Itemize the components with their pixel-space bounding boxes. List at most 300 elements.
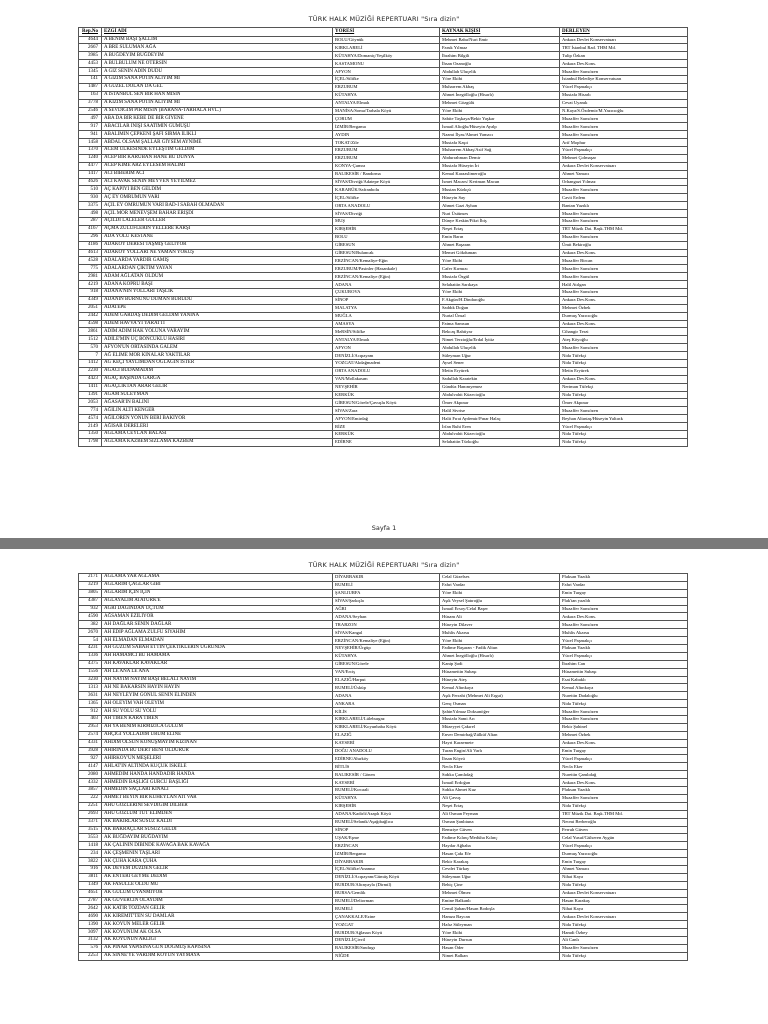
compiler-cell: Nida Tüfekçi [560,431,688,439]
table-row [79,771,688,779]
song-name-cell: ADANA KÖPRÜ BAŞI [102,281,333,289]
rep-no-cell: 3375 [79,202,102,210]
source-cell: Fadime Başaran - Fadik Altun [440,645,560,653]
rep-no-cell: 932 [79,605,102,613]
source-cell: F.Akgün/H.Dindaroğlu [440,296,560,304]
table-row [79,154,688,162]
region-cell: AMASYA [333,320,440,328]
song-name-cell: AĞAÇ BAŞINDA GARGA [102,375,333,383]
compiler-cell: Ankara Devlet Konservatuarı [560,913,688,921]
compiler-cell: Muzaffer Sarısözen [560,708,688,716]
rep-no-cell: 1370 [79,146,102,154]
rep-no-cell: 1391 [79,391,102,399]
region-cell: DENİZLİ/Çivril [333,936,440,944]
song-name-cell: A İSTANBUL SEN BİR HAN MISIN [102,91,333,99]
table-row [79,834,688,842]
song-name-cell: AĞACI BUDAMADIM [102,367,333,375]
rep-no-cell: 54 [79,637,102,645]
region-cell: ERZURUM [333,146,440,154]
compiler-cell: Nihat Kaya [560,905,688,913]
compiler-cell: N.Kaya/S.Özdemir/M.Yazıcıoğlu [560,107,688,115]
source-cell: Faruk Yılmaz [440,44,560,52]
region-cell: BURDUR/Altınyayla (Dirmil) [333,881,440,889]
table-row [79,289,688,297]
compiler-cell: Nida Tüfekçi [560,881,688,889]
region-cell: TRABZON [333,621,440,629]
region-cell: ADANA [333,692,440,700]
song-name-cell: AĞLARIM ÇAĞLAR GİBİ [102,581,333,589]
song-name-cell: AH NAYIM NAYIM BAŞI BELALI NAYIM [102,676,333,684]
rep-no-cell: 576 [79,944,102,952]
song-name-cell: AFYON'UN ORTASINDA GALEM [102,344,333,352]
table-row [79,905,688,913]
rep-no-cell: 1240 [79,154,102,162]
compiler-cell: Emin Turgay [560,858,688,866]
table-row [79,621,688,629]
table-row [79,375,688,383]
compiler-cell: Kemal Altınkaya [560,684,688,692]
rep-no-cell: 3097 [79,929,102,937]
source-cell: Aşık Ferrahi (Mehmet Ali Ergut) [440,692,560,700]
rep-no-cell: 382 [79,621,102,629]
table-row [79,304,688,312]
region-cell: İZMİR/Bergama [333,123,440,131]
rep-no-cell: 1512 [79,336,102,344]
source-cell: Ömer Akpınar [440,399,560,407]
rep-no-cell: 774 [79,407,102,415]
compiler-cell: Nida Tüfekçi [560,802,688,810]
source-cell: Yöre Ekibi [440,637,560,645]
region-cell: ERZİNCAN/Kemaliye (Eğin) [333,637,440,645]
compiler-cell: Nida Tüfekçi [560,352,688,360]
rep-no-cell: 1411 [79,383,102,391]
source-cell: Hüsamettin Subaşı [440,668,560,676]
rep-no-cell: 912 [79,708,102,716]
compiler-cell: Muzaffer Bircan [560,257,688,265]
compiler-cell: Ankara Dev.Kons. [560,60,688,68]
source-cell: İsmail Erdoğan [440,779,560,787]
region-cell: BOLU/Göynük [333,36,440,44]
source-cell: Süleyman Uğur [440,352,560,360]
region-cell: SİVAS/Şarkışla [333,597,440,605]
rep-no-cell: 7 [79,352,102,360]
compiler-cell: Yücel Paşmakçı [560,842,688,850]
rep-no-cell: 4574 [79,415,102,423]
song-name-cell: AÇ KAPIYI BEN GELDİM [102,186,333,194]
region-cell: MUŞ [333,217,440,225]
region-cell: RUMELİ/Deliorman [333,897,440,905]
table-row [79,139,688,147]
table-row [79,794,688,802]
table-row [79,692,688,700]
song-name-cell: ADA YOLU KESTANE [102,233,333,241]
table-row [79,779,688,787]
region-cell: DİYARBAKIR [333,858,440,866]
region-cell: ANTALYA/Elmalı [333,336,440,344]
table-row [79,739,688,747]
region-cell: ADANA/Seyhan [333,613,440,621]
page-title: TÜRK HALK MÜZİĞİ REPERTUARI "Sıra dizin" [308,561,460,569]
source-cell: Ahmet İnegölloğlu (Hisarlı) [440,652,560,660]
table-row [79,194,688,202]
table-row [79,865,688,873]
table-row [79,391,688,399]
region-cell: AFYON [333,344,440,352]
rep-no-cell: 2171 [79,574,102,582]
source-cell: Muhlis Akarsu [440,629,560,637]
compiler-cell: Arif Mophur [560,139,688,147]
song-name-cell: AK KATIR TOZDAN GELİR [102,905,333,913]
compiler-cell: Ümit Bekiroğlu [560,241,688,249]
rep-no-cell: 4186 [79,241,102,249]
song-name-cell: AH KAVAKLAR KAVAKLAR [102,660,333,668]
region-cell: KÜTAHYA [333,91,440,99]
compiler-cell: Ömer Akpınar [560,399,688,407]
song-name-cell: AH YA BENİM KIRMIZICA GÜLÜM [102,723,333,731]
rep-no-cell: 4598 [79,320,102,328]
song-name-cell: ABDAL OLSAM ŞALLAR GİYSEM AYNIME [102,139,333,147]
source-cell: Necla Eker [440,763,560,771]
region-cell: MANİSA/Soma/Tarhala Köyü [333,107,440,115]
table-row [79,273,688,281]
region-cell: RUMELİ/Selanik/Aşağıbağlıca [333,818,440,826]
region-cell: KIRŞEHİR [333,802,440,810]
region-cell: KERKÜK [333,391,440,399]
rep-no-cell: 222 [79,794,102,802]
rep-no-cell: 4651 [79,889,102,897]
region-cell: KARABÜK/Safranbolu [333,186,440,194]
song-name-cell: A BRE SULUMAN AĞA [102,44,333,52]
compiler-cell: Esat Kabaklı [560,676,688,684]
region-cell: ELAZIĞ [333,731,440,739]
repertoire-table [78,27,688,447]
rep-no-cell: 4528 [79,257,102,265]
region-cell: SİVAS/Zara [333,407,440,415]
table-row [79,399,688,407]
rep-no-cell: 4626 [79,178,102,186]
region-cell: EDİRNE [333,438,440,446]
compiler-cell: Yücel Paşmakçı [560,637,688,645]
song-name-cell: AHMET BEYİN BİR KUHEYLAN ATI VAR [102,794,333,802]
compiler-cell: Durmuş Yazıcıoğlu [560,850,688,858]
compiler-cell: Ankara Devlet Konservatuarı [560,889,688,897]
region-cell: AYDIN [333,131,440,139]
table-row [79,52,688,60]
region-cell: AĞRI [333,605,440,613]
source-cell: Hüseyin Dilaver [440,621,560,629]
region-cell: YOZGAT/Akdağmadeni [333,360,440,368]
source-cell: Turan Engin/Ali Varlı [440,747,560,755]
table-row [79,407,688,415]
table-row [79,68,688,76]
rep-no-cell: 3822 [79,858,102,866]
table-row [79,597,688,605]
source-cell: Fadime Kılınç/Medüha Kılınç [440,834,560,842]
region-cell: KÜTAHYA/Domaniç/Yeşilköy [333,52,440,60]
rep-no-cell: 4387 [79,597,102,605]
table-row [79,913,688,921]
song-name-cell: AK KOYUN MELER GELİR [102,921,333,929]
compiler-cell: Muzaffer Sarısözen [560,716,688,724]
rep-no-cell: 3132 [79,936,102,944]
region-cell: ANKARA [333,700,440,708]
song-name-cell: ABACILAR İNİŞİ SAATİMİN GÜMÜŞÜ [102,123,333,131]
rep-no-cell: 2642 [79,905,102,913]
source-cell: Müzeyyet Çakırel [440,723,560,731]
song-name-cell: AHIRINDA BU DERT BENİ ÖLDÜRÜR [102,747,333,755]
song-name-cell: AÇ EY ÖMRÜMÜN VARI [102,194,333,202]
compiler-cell: Nurettin Dadaloğlu [560,692,688,700]
region-cell: NEVŞEHİR [333,383,440,391]
repertoire-table [78,573,688,961]
rep-no-cell: 2667 [79,44,102,52]
rep-no-cell: 916 [79,865,102,873]
song-name-cell: ACI KAVAK SENİN MEYVEN YEYİLMEZ [102,178,333,186]
table-row [79,842,688,850]
song-name-cell: AK ÇEŞMENİN TAŞLARI [102,850,333,858]
song-name-cell: AK BUĞDAYIM BUĞDAYIM [102,834,333,842]
source-cell: Hafız Süleyman [440,921,560,929]
compiler-cell: Muhlis Akarsu [560,629,688,637]
song-name-cell: AH EDİP AĞLAMA ZÜLFÜ SİYAHIM [102,629,333,637]
source-cell: Selahattin Sarıkaya [440,281,560,289]
region-cell: ŞANLIURFA [333,589,440,597]
compiler-cell: Ankara Dev.Kons. [560,375,688,383]
song-name-cell: A BENİM BAŞI ŞALLIM [102,36,333,44]
region-cell: RİZE [333,423,440,431]
song-name-cell: A BÜLBÜLÜM NE ÖTERSİN [102,60,333,68]
table-row [79,929,688,937]
source-cell: Cemil Şaban/Hasan Bodoşla [440,905,560,913]
rep-no-cell: 2693 [79,810,102,818]
region-cell: KAYSERİ [333,739,440,747]
compiler-cell: Halil Atılgan [560,281,688,289]
compiler-cell: Necmi Berberoğlu [560,818,688,826]
source-cell: Nurtal Ünsal [440,312,560,320]
region-cell: ERZURUM [333,154,440,162]
rep-no-cell: 3371 [79,818,102,826]
table-row [79,431,688,439]
table-row [79,684,688,692]
source-cell: Ahmet Başaran [440,241,560,249]
table-row [79,723,688,731]
rep-no-cell: 4375 [79,660,102,668]
region-cell: NEVŞEHİR/Ürgüp [333,645,440,653]
region-cell: BİTLİS [333,763,440,771]
compiler-cell: Nihat Kaya [560,873,688,881]
source-cell: Abdullah Uluçelik [440,344,560,352]
table-row [79,75,688,83]
song-name-cell: AĞ KEÇİ YAYLIMDAN OĞLAĞIN İSTER [102,360,333,368]
table-row [79,629,688,637]
song-name-cell: AÇIL MOR MENEVŞEM BAHAR ERİŞDİ [102,210,333,218]
region-cell: MeRSİN/Silifke [333,328,440,336]
region-cell: KAYSERİ [333,779,440,787]
compiler-cell: Ahmet Yamacı [560,170,688,178]
song-name-cell: AH GÜZÜM SABAH ETTİN ÇEKTİKLERİN UĞRUNDA [102,645,333,653]
source-cell: Haydar Ağbaba [440,842,560,850]
rep-no-cell: 403 [79,716,102,724]
compiler-cell: Hüsamettin Subaşı [560,668,688,676]
table-row [79,178,688,186]
rep-no-cell: 2546 [79,107,102,115]
compiler-cell: Metin Eryürek [560,367,688,375]
song-name-cell: AK GÜLÜM UYANMIYOR [102,889,333,897]
source-cell: Cafer Kırmızı [440,265,560,273]
region-cell: YOZGAT [333,921,440,929]
compiler-cell: Beyhan Altıntaş/Hüseyin Yaltırık [560,415,688,423]
source-cell: Neşet Ertaş [440,225,560,233]
source-cell: Ahmet İnegölloğlu (Hisarlı) [440,91,560,99]
table-row [79,99,688,107]
region-cell: GİRESUN [333,241,440,249]
table-row [79,574,688,582]
source-cell: Halit Fırat Aydemir/Pınar Halaç [440,415,560,423]
table-row [79,107,688,115]
song-name-cell: AH TİREN KARA TİREN [102,716,333,724]
region-cell: İZMİR/Bergama [333,850,440,858]
compiler-cell: Nida Tüfekçi [560,438,688,446]
source-cell: Hayri Karaemete [440,739,560,747]
table-row [79,115,688,123]
song-name-cell: ADEM HAVVA'YI YARATTI [102,320,333,328]
source-cell: Mustafa Sami Arı [440,716,560,724]
rep-no-cell: 1412 [79,360,102,368]
rep-no-cell: 3985 [79,52,102,60]
song-name-cell: AĞSAMAN EZİLİYOR [102,613,333,621]
source-cell: Fahri Vardar [440,581,560,589]
rep-no-cell: 4332 [79,779,102,787]
region-cell: BALIKESİR / Bandırma [333,170,440,178]
compiler-cell: Cevat Uyanık [560,99,688,107]
compiler-cell: Muzaffer Sarısözen [560,289,688,297]
region-cell: ERZİNCAN/Kemaliye (Eğin) [333,273,440,281]
source-cell: Halil Sivrise [440,407,560,415]
rep-no-cell: 2981 [79,273,102,281]
song-name-cell: AK ENTERİ GEYME DEDİM [102,873,333,881]
source-cell: Aysel Sener [440,360,560,368]
region-cell: DENİZLİ/Acıpayam [333,352,440,360]
table-row [79,162,688,170]
song-name-cell: A GIZ SENİN ADIN DUDU [102,68,333,76]
compiler-cell: Ankara Dev.Kons. [560,249,688,257]
source-cell: Saddık Doğan [440,304,560,312]
source-cell: İsmail Alioğlu/Hüseyin Ayalp [440,123,560,131]
compiler-cell: Muzaffer Sarısözen [560,944,688,952]
song-name-cell: AK BAKRAÇLAR SUSUZ GELDİ [102,826,333,834]
compiler-cell: Emin Turgay [560,589,688,597]
song-name-cell: AĞLARIM İÇİN İÇİN [102,589,333,597]
source-cell: Fatma Samsun [440,320,560,328]
table-row [79,921,688,929]
compiler-cell: Muzaffer Sarısözen [560,621,688,629]
table-row [79,881,688,889]
rep-no-cell: 3631 [79,692,102,700]
table-row [79,826,688,834]
compiler-cell: Yücel Paşmakçı [560,423,688,431]
compiler-cell: Cavit Erdem [560,194,688,202]
source-cell: Abdullah Uluçelik [440,68,560,76]
table-row [79,889,688,897]
rep-no-cell: 2251 [79,802,102,810]
source-cell: Hüseyin Say [440,194,560,202]
song-name-cell: AĞLAMA CEYLAN BALASI [102,431,333,439]
rep-no-cell: 1418 [79,842,102,850]
rep-no-cell: 3928 [79,747,102,755]
song-name-cell: ADIM ADIM HAK YOLUNA VARAYIM [102,328,333,336]
region-cell: NİĞDE [333,952,440,960]
region-cell: ERZURUM [333,83,440,91]
song-name-cell: AĞ ELİME MOR KINALAR YAKTILAR [102,352,333,360]
source-cell: Remziye Güven [440,826,560,834]
table-row [79,850,688,858]
table-row [79,336,688,344]
table-row [79,60,688,68]
region-cell: KIRKLARELİ [333,44,440,52]
table-row [79,131,688,139]
compiler-cell: Ankara Dev.Kons. [560,296,688,304]
rep-no-cell: 296 [79,233,102,241]
table-row [79,320,688,328]
source-cell: Kanip Şadi [440,660,560,668]
song-name-cell: AHÇIĞI YOLLADIM ÜRÜM ELİNE [102,731,333,739]
compiler-cell: TRT Müzik Dai. Başk.THM Md. [560,225,688,233]
song-name-cell: AK DEVEM DÜZDEN GELİR [102,865,333,873]
song-name-cell: AÇMA ZÜLÜFLERİN YELLERE KARŞI [102,225,333,233]
header-source: KAYNAK KİŞİSİ [440,28,560,37]
rep-no-cell: 4219 [79,281,102,289]
table-row [79,645,688,653]
table-row [79,652,688,660]
rep-no-cell: 4167 [79,225,102,233]
compiler-cell: Nida Tüfekçi [560,391,688,399]
table-row [79,123,688,131]
song-name-cell: AĞLAMA YAR AĞLAMA [102,574,333,582]
song-name-cell: A SEVDİĞİM PİR MİSİN (BARANA-TARHALA HVL.) [102,107,333,115]
song-name-cell: AĞASAR'IN BALINI [102,399,333,407]
compiler-cell: İbrahim Can [560,660,688,668]
rep-no-cell: 2574 [79,731,102,739]
table-row [79,241,688,249]
song-name-cell: AH NEYLEYİM GÖNÜL SENİN ELİNDEN [102,692,333,700]
table-row [79,787,688,795]
source-cell: Emine Balkanlı [440,897,560,905]
source-cell: Yöre Ekibi [440,257,560,265]
rep-no-cell: 3515 [79,826,102,834]
source-cell: Sıdıka Çamlıdağ [440,771,560,779]
song-name-cell: AK ÇALININ DİBİNDE KAVAĞA BAK KAVAĞA [102,842,333,850]
table-header-row [79,28,688,37]
table-row [79,367,688,375]
song-name-cell: AK FASULLE OLDU MU [102,881,333,889]
compiler-cell: Ankara Dev.Kons. [560,613,688,621]
song-name-cell: AĞILIN ALTI KENGER [102,407,333,415]
region-cell: SİNOP [333,296,440,304]
rep-no-cell: 3230 [79,676,102,684]
compiler-cell: Nida Tüfekçi [560,360,688,368]
song-name-cell: AHU GÖZLERİNİ SEVDİĞİM DİLBER [102,802,333,810]
song-name-cell: ADAM AĞLATAN OLDUM [102,273,333,281]
rep-no-cell: 1345 [79,68,102,76]
region-cell: MUĞLA [333,312,440,320]
compiler-cell: Muzaffer Sarısözen [560,123,688,131]
table-row [79,810,688,818]
song-name-cell: ADİLE'MİN ÜÇ BONCUKLU HASIRI [102,336,333,344]
table-row [79,581,688,589]
song-name-cell: AĞISAR DERELERİ [102,423,333,431]
source-cell: Metin Eryürek [440,367,560,375]
source-cell: Genç Osman [440,700,560,708]
